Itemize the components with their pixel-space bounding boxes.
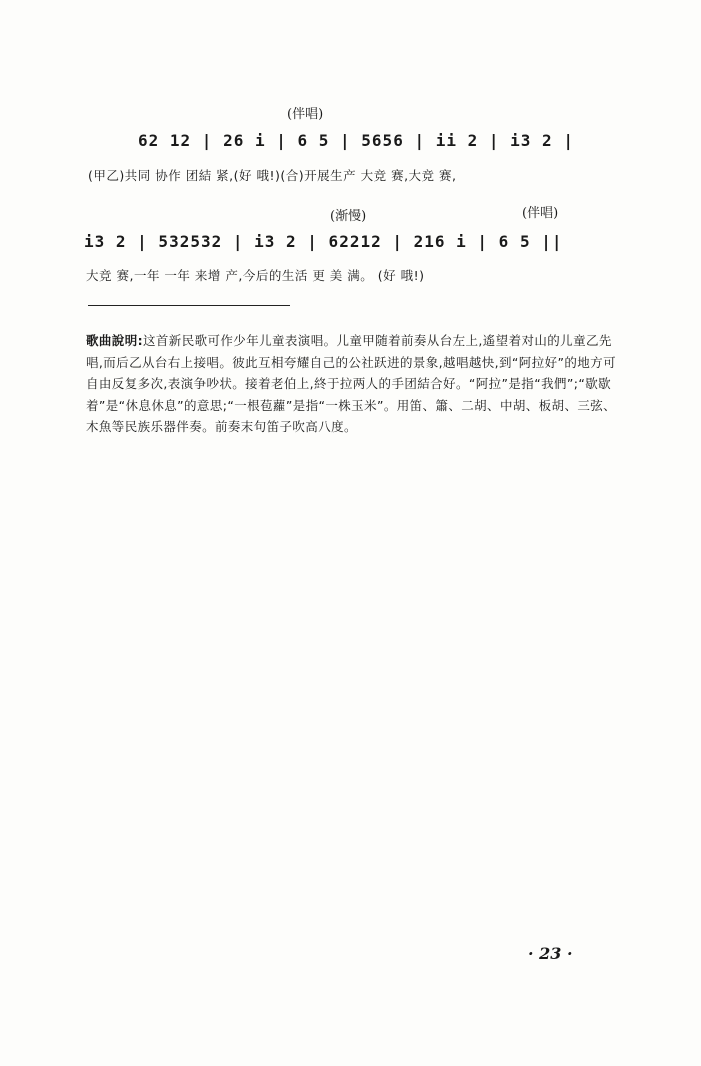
page-number: · 23 · bbox=[528, 944, 573, 963]
description-body: 这首新民歌可作少年儿童表演唱。儿童甲随着前奏从台左上,遙望着对山的儿童乙先唱,而后乙从台右上接唱。彼此互相夸耀自己的公社跃进的景象,越唱越快,到“阿拉好”的地方可自由反复多次,表演争吵状。接着老伯上,終于拉两人的手团結合好。“阿拉”是指“我們”;“歇歇着”是“休息休息”的意思;“一根苞蘿”是指“一株玉米”。用笛、簫、二胡、中胡、板胡、三弦、木魚等民族乐器伴奏。前奏末句笛子吹高八度。 bbox=[86, 333, 617, 434]
music-notation-row-1: 62 12 | 26 i | 6 5 | 5656 | ii 2 | i3 2 | bbox=[138, 131, 574, 150]
description-heading: 歌曲說明: bbox=[86, 333, 143, 348]
accompaniment-label-2: (伴唱) bbox=[522, 206, 559, 221]
music-notation-row-2: i3 2 | 532532 | i3 2 | 62212 | 216 i | 6 5 || bbox=[84, 232, 563, 251]
lyrics-row-2: 大竞 赛,一年 一年 来增 产,今后的生活 更 美 满。 (好 哦!) bbox=[86, 268, 425, 283]
lyrics-row-1: (甲乙)共同 协作 团結 紧,(好 哦!)(合)开展生产 大竞 赛,大竞 赛, bbox=[88, 168, 457, 183]
accompaniment-label-1: (伴唱) bbox=[287, 107, 324, 122]
tempo-marking-slowing: (渐慢) bbox=[330, 209, 367, 224]
song-description bbox=[86, 330, 626, 438]
section-divider bbox=[88, 305, 290, 306]
